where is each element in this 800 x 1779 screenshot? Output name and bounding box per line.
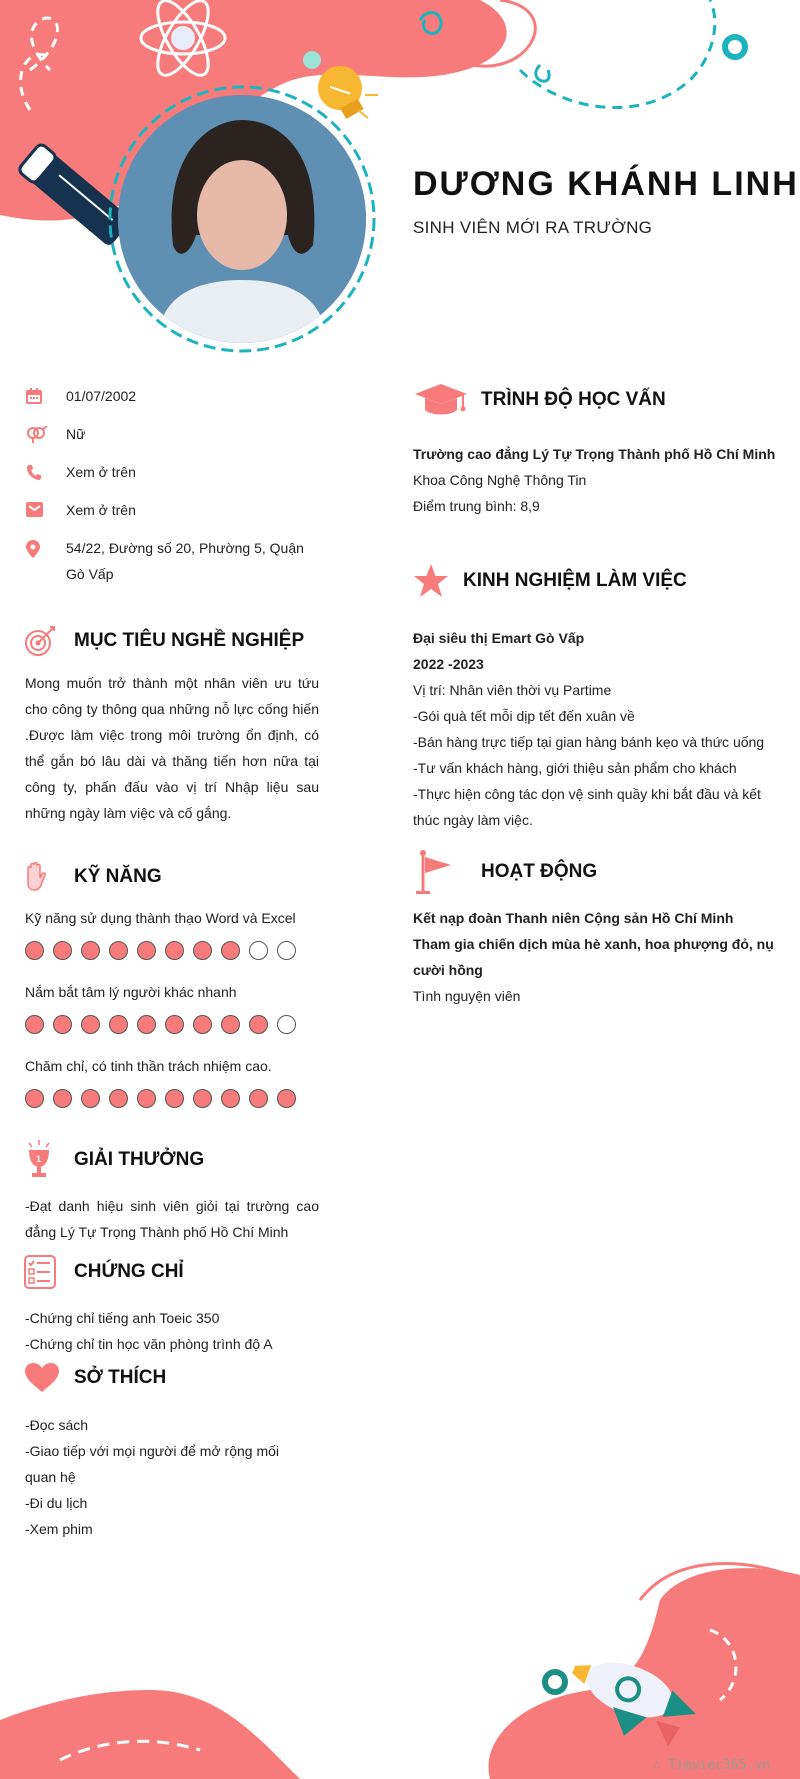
- email-icon: [26, 497, 66, 517]
- rating-dot-filled: [53, 1089, 72, 1108]
- list-item: -Giao tiếp với mọi người để mở rộng mối quan hệ: [25, 1443, 280, 1485]
- rating-dot-filled: [25, 1015, 44, 1034]
- experience-heading: KINH NGHIỆM LÀM VIỆC: [413, 563, 687, 599]
- rating-dot-filled: [193, 1089, 212, 1108]
- rating-dot-filled: [165, 941, 184, 960]
- gender-icon: [26, 421, 66, 444]
- hobbies-heading: SỞ THÍCH: [24, 1362, 166, 1394]
- awards-heading: 1 GIẢI THƯỞNG: [24, 1140, 204, 1180]
- list-item: -Xem phim: [25, 1521, 93, 1537]
- school-name: Trường cao đẳng Lý Tự Trọng Thành phố Hồ Chí Minh: [413, 446, 776, 462]
- objective-heading: MỤC TIÊU NGHỀ NGHIỆP: [24, 625, 304, 657]
- rating-dot-filled: [221, 941, 240, 960]
- list-item: Vị trí: Nhân viên thời vụ Partime: [413, 682, 612, 698]
- graduation-cap-icon: [413, 382, 481, 418]
- list-item: -Đi du lịch: [25, 1495, 88, 1511]
- phone-icon: [26, 459, 66, 480]
- skills-list: [25, 905, 325, 1127]
- rating-dot-filled: [25, 941, 44, 960]
- activities-heading: HOẠT ĐỘNG: [413, 849, 597, 895]
- education-heading: TRÌNH ĐỘ HỌC VẤN: [413, 382, 666, 418]
- flag-icon: [413, 849, 481, 895]
- rating-dot-empty: [249, 941, 268, 960]
- certificates-heading: CHỨNG CHỈ: [24, 1255, 184, 1289]
- rating-dot-filled: [53, 941, 72, 960]
- experience-details: [413, 625, 783, 833]
- skill-rating: [25, 1089, 325, 1127]
- rating-dot-filled: [137, 1015, 156, 1034]
- rating-dot-empty: [277, 1015, 296, 1034]
- profile-photo: [118, 95, 366, 343]
- skill-name: Kỹ năng sử dụng thành thạo Word và Excel: [25, 910, 296, 926]
- contact-email: Xem ở trên: [26, 497, 326, 535]
- rating-dot-filled: [277, 1089, 296, 1108]
- rating-dot-filled: [109, 1015, 128, 1034]
- work-period: 2022 -2023: [413, 656, 484, 672]
- rating-dot-filled: [249, 1089, 268, 1108]
- candidate-title: SINH VIÊN MỚI RA TRƯỜNG: [413, 218, 653, 237]
- trophy-icon: [24, 1140, 74, 1180]
- certificates-list: [25, 1305, 325, 1357]
- svg-text:1: 1: [36, 1154, 42, 1164]
- gpa: Điểm trung bình: 8,9: [413, 498, 540, 514]
- list-item: -Bán hàng trực tiếp tại gian hàng bánh kẹo và thức uống: [413, 734, 765, 750]
- rating-dot-filled: [137, 941, 156, 960]
- rating-dot-filled: [165, 1015, 184, 1034]
- rating-dot-filled: [109, 941, 128, 960]
- location-pin-icon: [26, 535, 66, 558]
- rating-dot-filled: [165, 1089, 184, 1108]
- skills-heading: KỸ NĂNG: [24, 862, 162, 892]
- rating-dot-filled: [221, 1089, 240, 1108]
- skill-rating: [25, 1015, 325, 1053]
- hobbies-list: [25, 1412, 285, 1542]
- raised-hand-icon: [24, 862, 74, 892]
- rating-dot-filled: [81, 1089, 100, 1108]
- rating-dot-filled: [221, 1015, 240, 1034]
- rating-dot-empty: [277, 941, 296, 960]
- watermark: ∴ Timviec365.vn: [652, 1758, 770, 1773]
- objective-text: Mong muốn trở thành một nhân viên ưu tứu cho công ty thông qua những nỗ lực cống hiến .Được làm việc trong môi trường ổn định, có thể gắn bó lâu dài và thăng tiến hơn nữa tại công ty, phấn đấu vào vị trí Nhập liệu sau những ngày làm việc và cố gắng.: [25, 675, 319, 821]
- company-name: Đại siêu thị Emart Gò Vấp: [413, 630, 585, 646]
- rating-dot-filled: [81, 1015, 100, 1034]
- rating-dot-filled: [193, 941, 212, 960]
- rating-dot-filled: [53, 1015, 72, 1034]
- heart-icon: [24, 1362, 74, 1394]
- rating-dot-filled: [249, 1015, 268, 1034]
- faculty: Khoa Công Nghệ Thông Tin: [413, 472, 587, 488]
- target-icon: [24, 625, 74, 657]
- skill-name: Nắm bắt tâm lý người khác nhanh: [25, 984, 237, 1000]
- activities-details: Kết nạp đoàn Thanh niên Cộng sản Hồ Chí Minh Tham gia chiến dịch mùa hè xanh, hoa phượng đỏ, nụ cười hồng Tình nguyện viên: [413, 910, 774, 1004]
- calendar-icon: [26, 383, 66, 404]
- contact-address: 54/22, Đường số 20, Phường 5, Quận Gò Vấp: [26, 535, 326, 587]
- rating-dot-filled: [109, 1089, 128, 1108]
- contact-phone: Xem ở trên: [26, 459, 326, 497]
- list-item: -Chứng chỉ tin học văn phòng trình độ A: [25, 1336, 273, 1352]
- rating-dot-filled: [81, 941, 100, 960]
- list-item: -Gói quà tết mỗi dịp tết đến xuân về: [413, 708, 635, 724]
- contact-gender: Nữ: [26, 421, 326, 459]
- rating-dot-filled: [25, 1089, 44, 1108]
- checklist-icon: [24, 1255, 74, 1289]
- rating-dot-filled: [193, 1015, 212, 1034]
- star-icon: [413, 563, 463, 599]
- skill-rating: [25, 941, 325, 979]
- awards-text: -Đạt danh hiệu sinh viên giỏi tại trường cao đẳng Lý Tự Trọng Thành phố Hồ Chí Minh: [25, 1198, 319, 1240]
- rating-dot-filled: [137, 1089, 156, 1108]
- list-item: -Chứng chỉ tiếng anh Toeic 350: [25, 1310, 220, 1326]
- list-item: -Tư vấn khách hàng, giới thiệu sản phẩm cho khách: [413, 760, 737, 776]
- education-details: [413, 441, 783, 519]
- list-item: -Thực hiện công tác dọn vệ sinh quầy khi bắt đầu và kết thúc ngày làm việc.: [413, 786, 761, 828]
- contact-list: [26, 383, 326, 587]
- skill-name: Chăm chỉ, có tinh thần trách nhiệm cao.: [25, 1058, 272, 1074]
- list-item: -Đọc sách: [25, 1417, 89, 1433]
- candidate-name: DƯƠNG KHÁNH LINH: [413, 165, 799, 203]
- contact-birthdate: 01/07/2002: [26, 383, 326, 421]
